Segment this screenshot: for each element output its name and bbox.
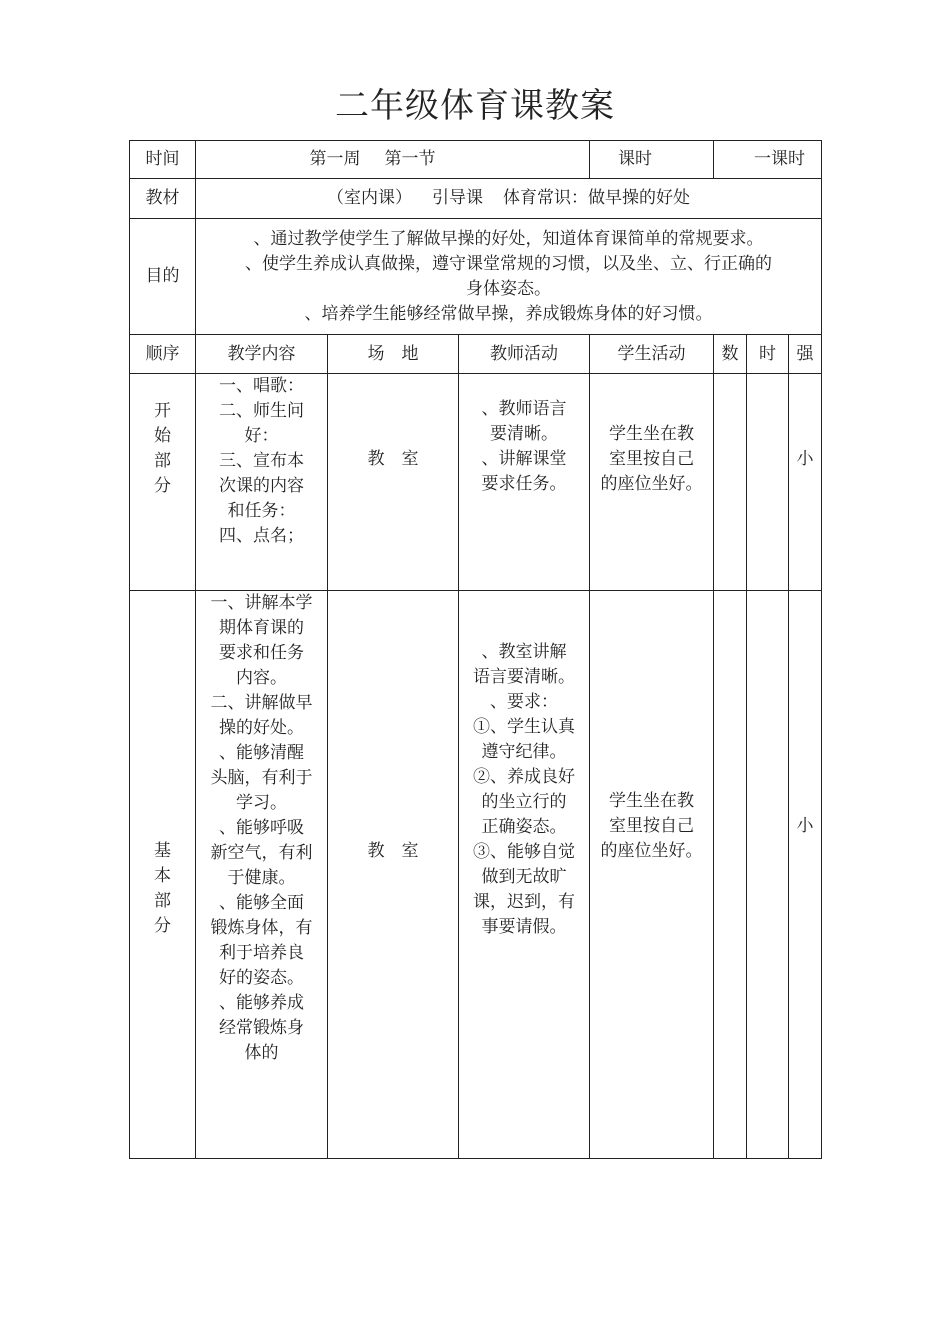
teacher-line: 课，迟到，有 xyxy=(473,892,576,912)
content-line: 和任务： xyxy=(227,501,296,521)
content-line: 四、点名； xyxy=(219,526,304,546)
content-line: 次课的内容 xyxy=(219,476,304,496)
col-venue: 场 地 xyxy=(328,335,459,374)
section-label-text: 开始部分 xyxy=(154,401,171,496)
content-line: 、能够养成 xyxy=(219,993,304,1013)
teacher-line: 遵守纪律。 xyxy=(481,742,567,762)
content-line: 经常锻炼身 xyxy=(219,1018,304,1038)
teacher-line: 的坐立行的 xyxy=(481,792,567,812)
section-venue: 教 室 xyxy=(328,374,459,591)
content-line: 学习。 xyxy=(236,793,287,813)
material-type: （室内课） xyxy=(327,188,413,208)
teacher-line: ①、学生认真 xyxy=(473,717,576,737)
student-line: 学生坐在教 xyxy=(609,791,695,811)
content-line: 操的好处。 xyxy=(219,718,304,738)
section-student xyxy=(590,591,714,1159)
section-row-start xyxy=(130,374,822,591)
section-label xyxy=(130,374,196,591)
content-line: 好： xyxy=(244,426,279,446)
teacher-line: 、教室讲解 xyxy=(481,642,567,662)
section-teacher xyxy=(459,374,590,591)
col-student: 学生活动 xyxy=(590,335,714,374)
teacher-line: 要求任务。 xyxy=(481,474,567,494)
col-intensity: 强 xyxy=(789,335,822,374)
week-text: 第一周 xyxy=(309,149,361,169)
section-intensity: 小 xyxy=(789,374,822,591)
student-line: 室里按自己 xyxy=(609,816,695,836)
purpose-row xyxy=(130,219,822,335)
page-title: 二年级体育课教案 xyxy=(335,86,615,126)
col-count: 数 xyxy=(714,335,747,374)
teacher-line: 做到无故旷 xyxy=(481,867,567,887)
purpose-line-2: 、使学生养成认真做操，遵守课堂常规的习惯，以及坐、立、行正确的 xyxy=(245,253,773,274)
col-order: 顺序 xyxy=(130,335,196,374)
content-line: 一、讲解本学 xyxy=(210,593,313,613)
teacher-line: 语言要清晰。 xyxy=(473,667,576,687)
section-venue: 教 室 xyxy=(328,591,459,1159)
content-line: 二、讲解做早 xyxy=(210,693,313,713)
material-kind: 引导课 xyxy=(432,188,484,208)
student-line: 的座位坐好。 xyxy=(600,474,703,494)
column-header-row xyxy=(130,335,822,374)
material-label: 教材 xyxy=(130,179,196,219)
student-line: 的座位坐好。 xyxy=(600,841,703,861)
section-time xyxy=(747,591,789,1159)
material-value xyxy=(196,179,822,219)
student-line: 室里按自己 xyxy=(609,449,695,469)
section-intensity: 小 xyxy=(789,591,822,1159)
section-teacher xyxy=(459,591,590,1159)
purpose-line-3: 身体姿态。 xyxy=(466,278,552,299)
section-content xyxy=(196,374,328,591)
time-value xyxy=(196,141,590,179)
content-line: 头脑，有利于 xyxy=(210,768,313,788)
content-line: 利于培养良 xyxy=(219,943,304,963)
content-line: 要求和任务 xyxy=(219,643,304,663)
teacher-line: ③、能够自觉 xyxy=(473,842,576,862)
section-content xyxy=(196,591,328,1159)
teacher-line: 要清晰。 xyxy=(490,424,559,444)
purpose-line-1: 、通过教学使学生了解做早操的好处，知道体育课简单的常规要求。 xyxy=(253,228,764,249)
session-text: 第一节 xyxy=(384,149,436,169)
col-content: 教学内容 xyxy=(196,335,328,374)
teacher-line: 事要请假。 xyxy=(481,917,567,937)
period-value: 一课时 xyxy=(714,141,822,179)
section-row-basic xyxy=(130,591,822,1159)
period-label: 课时 xyxy=(590,141,714,179)
content-line: 体的 xyxy=(244,1043,279,1063)
lesson-plan-table xyxy=(129,140,822,1159)
col-teacher: 教师活动 xyxy=(459,335,590,374)
material-topic: 体育常识：做早操的好处 xyxy=(503,188,691,208)
content-line: 新空气，有利 xyxy=(210,843,313,863)
time-label: 时间 xyxy=(130,141,196,179)
section-count xyxy=(714,591,747,1159)
section-student xyxy=(590,374,714,591)
col-time: 时 xyxy=(747,335,789,374)
section-count xyxy=(714,374,747,591)
content-line: 、能够清醒 xyxy=(219,743,304,763)
section-label-text: 基本部分 xyxy=(154,841,171,936)
student-line: 学生坐在教 xyxy=(609,424,695,444)
time-row xyxy=(130,141,822,179)
teacher-line: ②、养成良好 xyxy=(473,767,576,787)
content-line: 内容。 xyxy=(236,668,287,688)
teacher-line: 正确姿态。 xyxy=(481,817,567,837)
content-line: 期体育课的 xyxy=(219,618,304,638)
section-label xyxy=(130,591,196,1159)
teacher-line: 、要求： xyxy=(490,692,559,712)
content-line: 于健康。 xyxy=(227,868,296,888)
section-time xyxy=(747,374,789,591)
content-line: 锻炼身体，有 xyxy=(210,918,313,938)
content-line: 、能够全面 xyxy=(219,893,304,913)
purpose-text xyxy=(196,219,822,335)
content-line: 一、唱歌： xyxy=(219,376,304,396)
content-line: 三、宣布本 xyxy=(219,451,304,471)
content-line: 二、师生问 xyxy=(219,401,304,421)
material-row xyxy=(130,179,822,219)
content-line: 、能够呼吸 xyxy=(219,818,304,838)
purpose-line-4: 、培养学生能够经常做早操，养成锻炼身体的好习惯。 xyxy=(304,303,713,324)
purpose-label: 目的 xyxy=(130,219,196,335)
teacher-line: 、教师语言 xyxy=(481,399,567,419)
teacher-line: 、讲解课堂 xyxy=(481,449,567,469)
content-line: 好的姿态。 xyxy=(219,968,304,988)
